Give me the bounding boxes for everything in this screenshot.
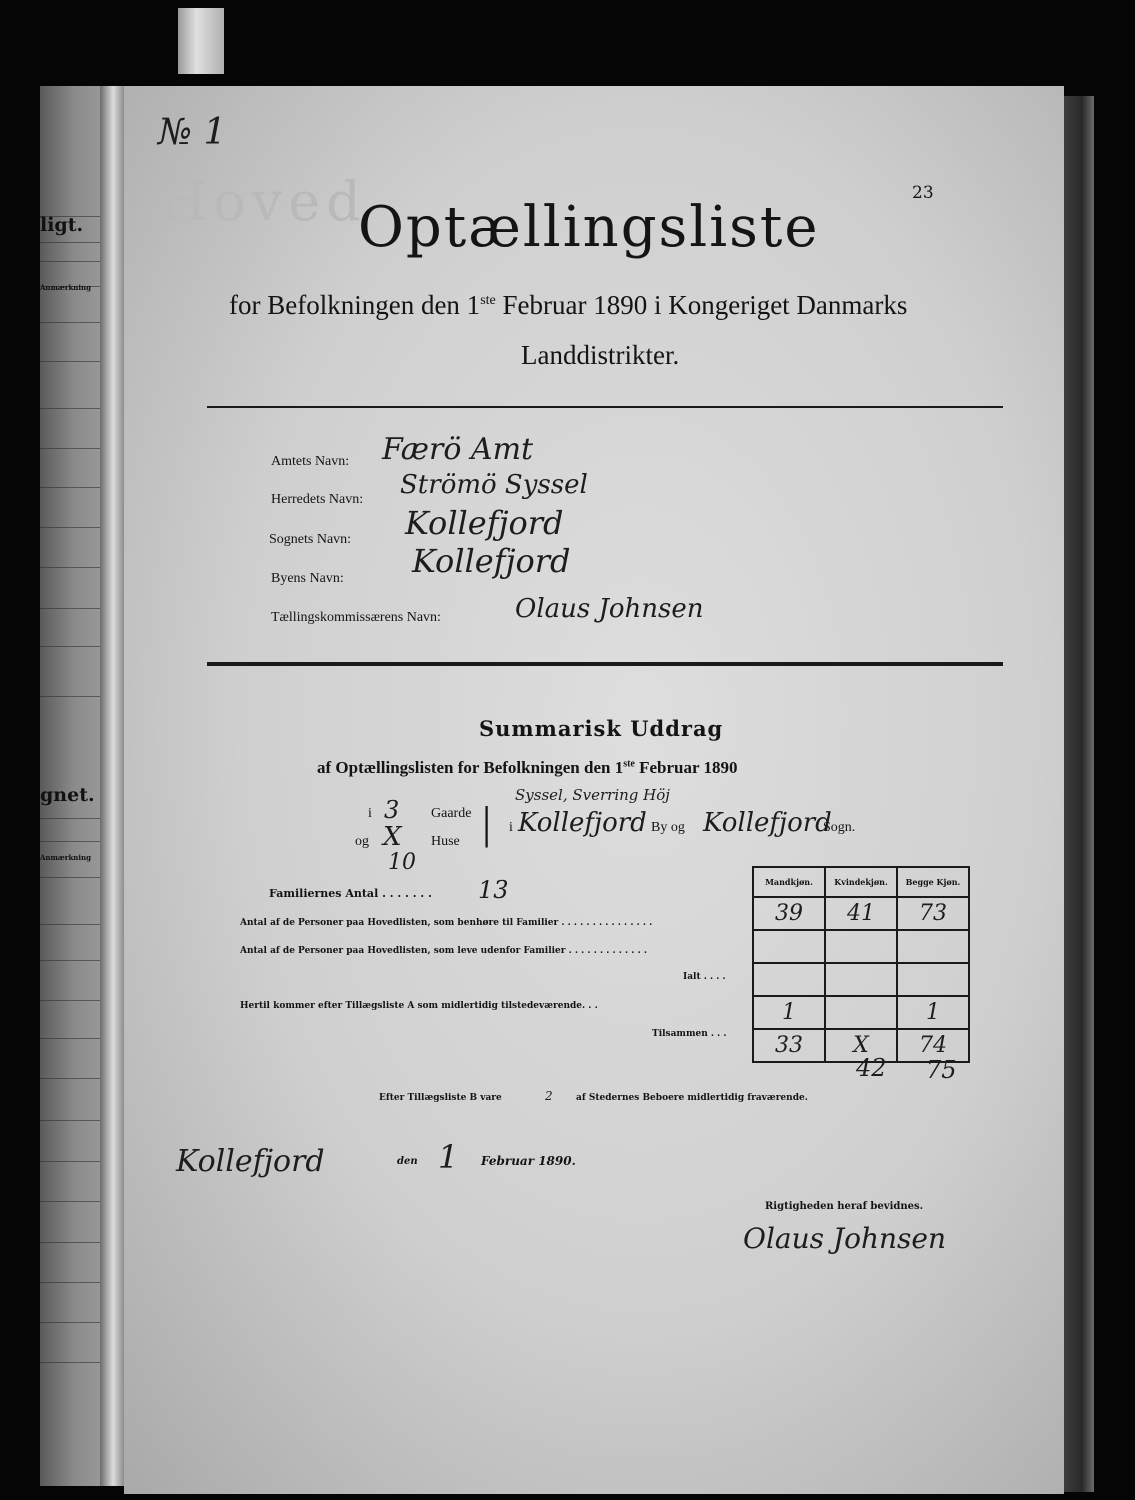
field-value-kommissaer: Olaus Johnsen xyxy=(515,594,704,624)
tillaeg-b-value: 2 xyxy=(545,1089,553,1103)
field-label-kommissaer: Tællingskommissærens Navn: xyxy=(271,610,441,625)
field-label-herred: Herredets Navn: xyxy=(271,492,364,507)
cell: 33 xyxy=(753,1029,825,1062)
location-note: Syssel, Sverring Höj xyxy=(515,786,670,804)
field-label-by: Byens Navn: xyxy=(271,571,344,586)
page-marker: № 1 xyxy=(158,112,227,153)
tillaeg-b-suffix: af Stedernes Beboere midlertidig fraværende. xyxy=(576,1093,808,1103)
summary-subtitle-suffix: Februar 1890 xyxy=(634,758,738,777)
prev-page-fragment: gnet. xyxy=(40,784,95,806)
cell: X xyxy=(825,1029,897,1062)
field-value-sogn: Kollefjord xyxy=(405,504,564,542)
sogn-label: Sogn. xyxy=(823,820,856,835)
location-by: Kollefjord xyxy=(518,808,647,838)
header-begge: Begge Kjøn. xyxy=(897,867,969,897)
field-value-herred: Strömö Syssel xyxy=(400,470,588,500)
page-title: Optællingsliste xyxy=(358,195,820,260)
header-mandkjon: Mandkjøn. xyxy=(753,867,825,897)
huse-value: 10 xyxy=(388,850,416,875)
huse-struck-value: X xyxy=(383,822,402,852)
gaarde-i: i xyxy=(368,806,372,821)
day-signed: 1 xyxy=(438,1138,459,1176)
field-label-amt: Amtets Navn: xyxy=(271,454,350,469)
cell xyxy=(825,963,897,996)
bleed-through-text: Hoved xyxy=(160,170,367,233)
brace-left: | xyxy=(482,797,492,848)
binding-tab xyxy=(178,8,224,74)
correction-begge: 75 xyxy=(926,1056,957,1084)
cell xyxy=(753,930,825,963)
prev-page-fragment: ligt. xyxy=(40,214,84,236)
header-kvindekjon: Kvindekjøn. xyxy=(825,867,897,897)
divider-double xyxy=(207,662,1003,666)
location-i: i xyxy=(509,820,513,835)
row-label: Antal af de Personer paa Hovedlisten, som leve udenfor Familier . . . . . . . . . . . . . xyxy=(240,946,647,956)
row-label: Antal af de Personer paa Hovedlisten, som benhøre til Familier . . . . . . . . . . . . . . . xyxy=(240,918,653,928)
cell: 39 xyxy=(753,897,825,930)
page-edge xyxy=(1064,96,1094,1492)
sogn-value: Kollefjord xyxy=(703,808,832,838)
cell: 1 xyxy=(897,996,969,1029)
summary-title: Summarisk Uddrag xyxy=(479,716,724,741)
field-label-sogn: Sognets Navn: xyxy=(269,532,352,547)
row-label: Tilsammen . . . xyxy=(652,1029,727,1039)
cell xyxy=(825,930,897,963)
tillaeg-b-prefix: Efter Tillægsliste B vare xyxy=(379,1093,502,1103)
cell: 41 xyxy=(825,897,897,930)
huse-og: og xyxy=(355,834,369,849)
row-label: Hertil kommer efter Tillægsliste A som midlertidig tilstedeværende. . . xyxy=(240,1001,598,1011)
page-binding xyxy=(100,86,124,1486)
cell: 73 xyxy=(897,897,969,930)
cell xyxy=(825,996,897,1029)
certify-text: Rigtigheden heraf bevidnes. xyxy=(765,1201,924,1212)
cell xyxy=(897,963,969,996)
field-value-amt: Færö Amt xyxy=(382,432,534,467)
huse-label: Huse xyxy=(431,834,460,849)
cell: 1 xyxy=(753,996,825,1029)
page-subtitle xyxy=(229,290,907,321)
subtitle-prefix: for Befolkningen den 1 xyxy=(229,290,481,320)
month-year: Februar 1890. xyxy=(481,1154,576,1168)
page-subtitle-line2: Landdistrikter. xyxy=(521,340,680,370)
place-signed: Kollefjord xyxy=(176,1144,325,1179)
cell: 74 xyxy=(897,1029,969,1062)
divider xyxy=(207,406,1003,408)
cell xyxy=(753,963,825,996)
familiernes-value: 13 xyxy=(478,876,509,904)
gaarde-value: 3 xyxy=(384,796,400,824)
summary-subtitle-sup: ste xyxy=(623,758,635,770)
subtitle-suffix: Februar 1890 i Kongeriget Danmarks xyxy=(495,290,908,320)
summary-subtitle xyxy=(317,758,738,778)
den-label: den xyxy=(397,1156,418,1167)
summary-table xyxy=(752,866,970,1063)
page-number: 23 xyxy=(912,183,934,203)
field-value-by: Kollefjord xyxy=(412,542,571,580)
summary-subtitle-prefix: af Optællingslisten for Befolkningen den 1 xyxy=(317,758,624,777)
correction-kvinde: 42 xyxy=(856,1054,887,1082)
subtitle-sup: ste xyxy=(480,293,496,308)
gaarde-label: Gaarde xyxy=(431,806,472,821)
cell xyxy=(897,930,969,963)
prev-page-fragment: Anmærkning xyxy=(40,283,92,292)
by-og-label: By og xyxy=(651,820,685,835)
familiernes-label: Familiernes Antal . . . . . . . xyxy=(269,887,432,900)
prev-page-fragment: Anmærkning xyxy=(40,853,92,862)
row-label: Ialt . . . . xyxy=(683,972,726,982)
signature: Olaus Johnsen xyxy=(743,1222,947,1255)
